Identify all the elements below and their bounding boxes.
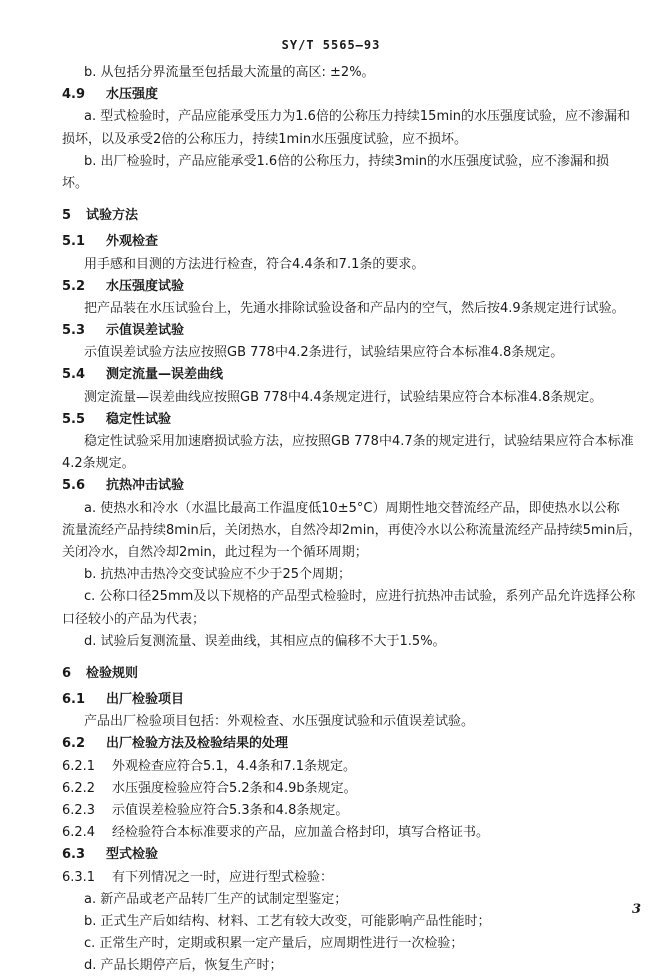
clause-number: 6.2.2 <box>62 780 96 796</box>
clause-number: 6.2.1 <box>62 758 96 774</box>
paragraph-line: b. 从包括分界流量至包括最大流量的高区: ±2%。 <box>84 65 375 80</box>
section-heading <box>62 84 660 106</box>
clause <box>62 778 660 800</box>
section-heading <box>62 409 660 431</box>
clause-text: 经检验符合本标准要求的产品，应加盖合格封印，填写合格证书。 <box>112 825 490 841</box>
paragraph-line: 4.2条规定。 <box>62 456 135 472</box>
section-number: 5.4 <box>62 367 86 383</box>
paragraph-line: a. 新产品或老产品转厂生产的试制定型鉴定； <box>84 891 348 907</box>
page-number: 3 <box>632 902 642 917</box>
section-number: 6.2 <box>62 736 86 752</box>
section-number: 5.1 <box>62 234 86 250</box>
clause-number: 6.2.4 <box>62 825 96 841</box>
section-title: 示值误差试验 <box>106 323 185 339</box>
paragraph-line: 示值误差试验方法应按照GB 778中4.2条进行，试验结果应符合本标准4.8条规定。 <box>84 345 564 361</box>
section-title: 检验规则 <box>86 665 139 681</box>
section-number: 6.3 <box>62 847 86 863</box>
section-title: 稳定性试验 <box>106 411 172 427</box>
paragraph-line: 用手感和目测的方法进行检查，符合4.4条和7.1条的要求。 <box>84 256 425 272</box>
paragraph-line: 流量流经产品持续8min后，关闭热水，自然冷却2min，再使冷水以公称流量流经产品持续5min后， <box>62 522 642 538</box>
section-title: 型式检验 <box>106 847 159 863</box>
section-heading <box>62 689 660 711</box>
paragraph-line: b. 抗热冲击热冷交变试验应不少于25个周期； <box>84 567 352 583</box>
section-title: 水压强度 <box>106 87 159 103</box>
section-number: 5.2 <box>62 278 86 294</box>
section-number: 5.3 <box>62 323 86 339</box>
section-title: 外观检查 <box>106 234 159 250</box>
section-heading <box>62 475 660 497</box>
section-number: 4.9 <box>62 87 86 103</box>
paragraph-line: c. 正常生产时，定期或积累一定产量后，应周期性进行一次检验； <box>84 936 464 952</box>
clause-text: 有下列情况之一时，应进行型式检验： <box>112 869 334 885</box>
paragraph-line: d. 产品长期停产后，恢复生产时； <box>84 958 283 974</box>
clause <box>62 822 660 844</box>
paragraph-line: a. 型式检验时，产品应能承受压力为1.6倍的公称压力持续15min的水压强度试验，应不渗漏和 <box>84 109 630 125</box>
section-heading <box>62 364 660 386</box>
clause-number: 6.3.1 <box>62 869 96 885</box>
paragraph-line: a. 使热水和冷水（水温比最高工作温度低10±5°C）周期性地交替流经产品，即使热水以公称 <box>84 500 620 516</box>
section-title: 抗热冲击试验 <box>106 478 185 494</box>
section-number: 6.1 <box>62 692 86 708</box>
paragraph-line: 口径较小的产品为代表； <box>62 611 206 627</box>
chapter-heading <box>62 663 660 685</box>
section-number: 5.6 <box>62 478 86 494</box>
spacer <box>62 653 660 663</box>
clause-number: 6.2.3 <box>62 803 96 818</box>
section-title: 试验方法 <box>86 208 139 224</box>
paragraph-line: 测定流量—误差曲线应按照GB 778中4.4条规定进行，试验结果应符合本标准4.8条规定。 <box>84 389 603 405</box>
section-heading <box>62 276 660 298</box>
clause-text: 外观检查应符合5.1，4.4条和7.1条规定。 <box>112 758 357 774</box>
section-number: 6 <box>62 665 72 681</box>
clause-text: 示值误差检验应符合5.3条和4.8条规定。 <box>112 803 349 818</box>
section-title: 出厂检验方法及检验结果的处理 <box>106 736 289 752</box>
document-body <box>62 62 660 978</box>
page-header: SY/T 5565—93 <box>281 38 381 52</box>
clause-text: 水压强度检验应符合5.2条和4.9b条规定。 <box>112 780 357 796</box>
section-title: 水压强度试验 <box>106 278 185 294</box>
paragraph-line: 稳定性试验采用加速磨损试验方法，应按照GB 778中4.7条的规定进行，试验结果应符合本标准 <box>84 434 634 449</box>
paragraph-line: 坏。 <box>62 175 89 191</box>
section-title: 出厂检验项目 <box>106 692 185 708</box>
section-title: 测定流量—误差曲线 <box>106 367 224 383</box>
section-number: 5 <box>62 208 72 224</box>
paragraph-line: 产品出厂检验项目包括：外观检查、水压强度试验和示值误差试验。 <box>84 714 475 730</box>
paragraph-line: b. 正式生产后如结构、材料、工艺有较大改变，可能影响产品性能时； <box>84 913 491 929</box>
section-heading <box>62 320 660 342</box>
paragraph-line: d. 试验后复测流量、误差曲线，其相应点的偏移不大于1.5%。 <box>84 633 446 649</box>
paragraph-line: 关闭冷水，自然冷却2min，此过程为一个循环周期； <box>62 544 368 560</box>
clause <box>62 800 660 822</box>
spacer <box>62 195 660 205</box>
clause <box>62 756 660 778</box>
paragraph-line: 损坏，以及承受2倍的公称压力，持续1min水压强度试验，应不损坏。 <box>62 131 468 147</box>
paragraph-line: 把产品装在水压试验台上，先通水排除试验设备和产品内的空气，然后按4.9条规定进行试验。 <box>84 300 625 316</box>
paragraph-line: b. 出厂检验时，产品应能承受1.6倍的公称压力，持续3min的水压强度试验，应不渗漏和损 <box>84 153 609 169</box>
section-heading <box>62 844 660 866</box>
section-number: 5.5 <box>62 411 86 427</box>
section-heading <box>62 231 660 253</box>
section-heading <box>62 733 660 755</box>
paragraph-line: c. 公称口径25mm及以下规格的产品型式检验时，应进行抗热冲击试验，系列产品允许选择公称 <box>84 589 636 605</box>
clause <box>62 867 660 889</box>
chapter-heading <box>62 205 660 227</box>
